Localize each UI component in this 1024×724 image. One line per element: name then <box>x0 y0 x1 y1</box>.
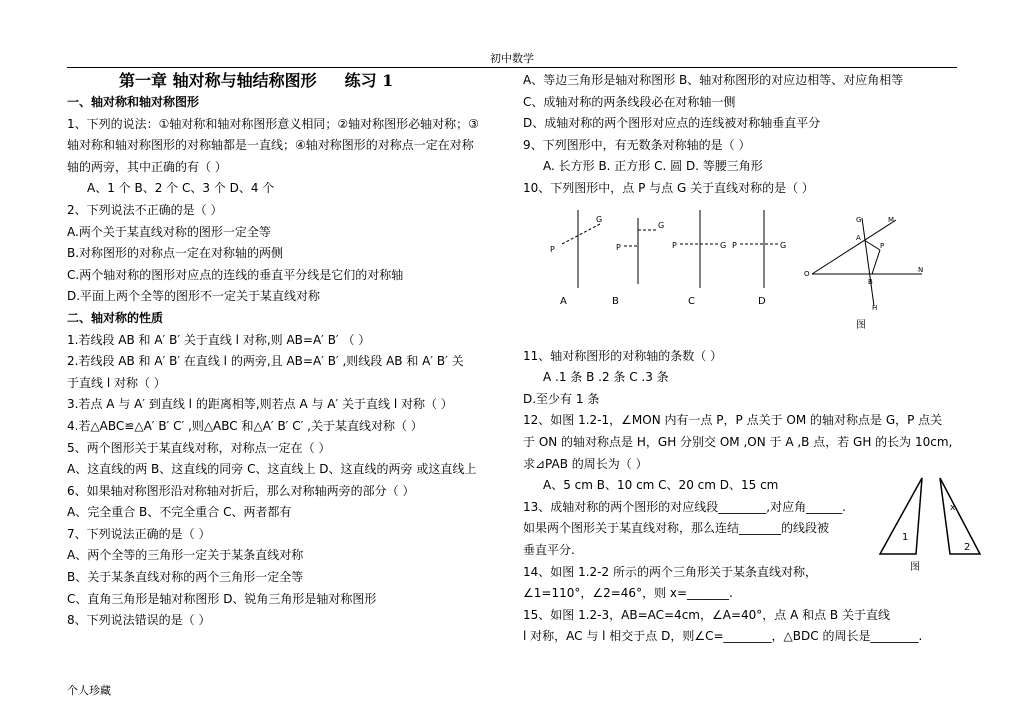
text-line: 1、下列的说法：①轴对称和轴对称图形意义相同；②轴对称图形必轴对称；③ <box>67 116 479 131</box>
text-line: A.两个关于某直线对称的图形一定全等 <box>67 224 271 239</box>
fig-d-g: G <box>780 241 787 250</box>
text-line: 5、两个图形关于某直线对称，对称点一定在（ ） <box>67 440 331 455</box>
text-line: 13、成轴对称的两个图形的对应线段________,对应角______. <box>523 499 846 514</box>
text-line: 9、下列图形中，有无数条对称轴的是（ ） <box>523 137 751 152</box>
fig12-caption: 图 <box>856 320 866 331</box>
fig-b-g: G <box>658 221 665 230</box>
fig-label-a: A <box>560 296 567 307</box>
page-footer: 个人珍藏 <box>67 684 111 697</box>
section-heading: 二、轴对称的性质 <box>67 310 164 325</box>
fig14-caption: 图 <box>910 562 920 573</box>
text-line: 于直线 l 对称（ ） <box>67 375 166 390</box>
header-divider <box>67 67 957 68</box>
fig-c-g: G <box>720 241 727 250</box>
text-line: 垂直平分. <box>523 542 575 557</box>
segment-gh <box>862 218 874 306</box>
text-line: B、关于某条直线对称的两个三角形一定全等 <box>67 570 304 585</box>
text-line: A、完全重合 B、不完全重合 C、两者都有 <box>67 505 292 520</box>
text-line: 8、下列说法错误的是（ ） <box>67 613 211 628</box>
pt-n: N <box>918 266 924 274</box>
text-line: 11、轴对称图形的对称轴的条数（ ） <box>523 348 723 363</box>
angle-x: x <box>950 503 956 513</box>
fig-a-p: P <box>550 245 555 254</box>
text-line: 2.若线段 AB 和 A′ B′ 在直线 l 的两旁,且 AB=A′ B′ ,则线段 AB 和 A′ B′ 关 <box>67 354 464 369</box>
pt-p: P <box>880 242 885 250</box>
text-line: C、直角三角形是轴对称图形 D、锐角三角形是轴对称图形 <box>67 591 377 606</box>
fig-d-p: P <box>732 241 737 250</box>
text-line: 于 ON 的轴对称点是 H，GH 分别交 OM ,ON 于 A ,B 点，若 GH 的长为 10cm, <box>523 434 953 449</box>
text-line: A .1 条 B .2 条 C .3 条 <box>543 370 669 385</box>
text-line: D.至少有 1 条 <box>523 391 600 406</box>
text-line: 1.若线段 AB 和 A′ B′ 关于直线 l 对称,则 AB=A′ B′ （ ） <box>67 332 371 347</box>
text-line: A、1 个 B、2 个 C、3 个 D、4 个 <box>87 181 275 196</box>
fig-b-p: P <box>616 243 621 252</box>
text-line: 2、下列说法不正确的是（ ） <box>67 202 223 217</box>
text-line: 求⊿PAB 的周长为（ ） <box>523 456 648 471</box>
text-line: A、这直线的两 B、这直线的同旁 C、这直线上 D、这直线的两旁 或这直线上 <box>67 462 477 477</box>
text-line: C.两个轴对称的图形对应点的连线的垂直平分线是它们的对称轴 <box>67 267 404 282</box>
text-line: ∠1=110°，∠2=46°，则 x=_______. <box>523 586 733 601</box>
text-line: 轴对称和轴对称图形的对称轴都是一直线；④轴对称图形的对称点一定在对称 <box>67 138 474 153</box>
q12-figure <box>800 210 940 334</box>
section-heading: 一、轴对称和轴对称图形 <box>67 95 200 109</box>
text-line: 14、如图 1.2-2 所示的两个三角形关于某条直线对称， <box>523 564 817 579</box>
pt-g: G <box>856 216 862 224</box>
text-line: l 对称，AC 与 l 相交于点 D，则∠C=________，△BDC 的周长是________. <box>523 629 923 644</box>
fig-label-d: D <box>758 296 766 307</box>
page-header: 初中数学 <box>490 52 534 65</box>
angle-1: 1 <box>902 532 909 543</box>
text-line: A、5 cm B、10 cm C、20 cm D、15 cm <box>543 478 779 493</box>
triangle-right <box>940 478 980 554</box>
fig-label-b: B <box>612 296 619 307</box>
fig-a-seg <box>562 224 600 244</box>
text-line: 15、如图 1.2-3，AB=AC=4cm，∠A=40°，点 A 和点 B 关于直线 <box>523 607 890 622</box>
pt-h: H <box>872 304 878 312</box>
text-line: D、成轴对称的两个图形对应点的连线被对称轴垂直平分 <box>523 116 821 131</box>
pt-a: A <box>856 234 861 242</box>
text-line: 10、下列图形中，点 P 与点 G 关于直线对称的是（ ） <box>523 180 814 195</box>
text-line: A、等边三角形是轴对称图形 B、轴对称图形的对应边相等、对应角相等 <box>523 73 904 87</box>
angle-2: 2 <box>964 542 971 553</box>
text-line: D.平面上两个全等的图形不一定关于某直线对称 <box>67 289 321 304</box>
title-exercise: 练习 1 <box>344 71 394 90</box>
text-line: 6、如果轴对称图形沿对称轴对折后，那么对称轴两旁的部分（ ） <box>67 483 415 498</box>
text-line: 轴的两旁，其中正确的有（ ） <box>67 159 227 174</box>
left-lines <box>67 92 503 632</box>
text-line: C、成轴对称的两条线段必在对称轴一侧 <box>523 94 736 109</box>
pt-b: B <box>868 278 873 286</box>
right-lines <box>523 70 963 200</box>
text-line: 12、如图 1.2-1，∠MON 内有一点 P，P 点关于 OM 的轴对称点是 G，P 点关 <box>523 413 943 428</box>
fig-a-g: G <box>596 215 603 224</box>
text-line: 4.若△ABC≌△A′ B′ C′ ,则△ABC 和△A′ B′ C′ ,关于某直线对称（ ） <box>67 418 423 433</box>
triangle-left <box>880 478 922 554</box>
text-line: 如果两个图形关于某直线对称，那么连结_______的线段被 <box>523 521 830 536</box>
text-line: 3.若点 A 与 A′ 到直线 l 的距离相等,则若点 A 与 A′ 关于直线 l 对称（ ） <box>67 397 453 412</box>
fig-label-c: C <box>688 296 695 307</box>
pt-m: M <box>888 216 895 224</box>
q14-figure <box>876 474 988 574</box>
text-line: A. 长方形 B. 正方形 C. 圆 D. 等腰三角形 <box>543 159 763 174</box>
text-line: B.对称图形的对称点一定在对称轴的两侧 <box>67 246 284 261</box>
text-line: 7、下列说法正确的是（ ） <box>67 526 211 541</box>
left-column <box>67 70 503 632</box>
pt-o: O <box>804 270 810 278</box>
q10-figure <box>540 208 800 312</box>
title-text: 第一章 轴对称与轴结称图形 <box>119 71 317 90</box>
text-line: A、两个全等的三角形一定关于某条直线对称 <box>67 548 304 563</box>
segment-pb <box>872 250 880 274</box>
page-title <box>67 70 503 92</box>
fig-c-p: P <box>672 241 677 250</box>
